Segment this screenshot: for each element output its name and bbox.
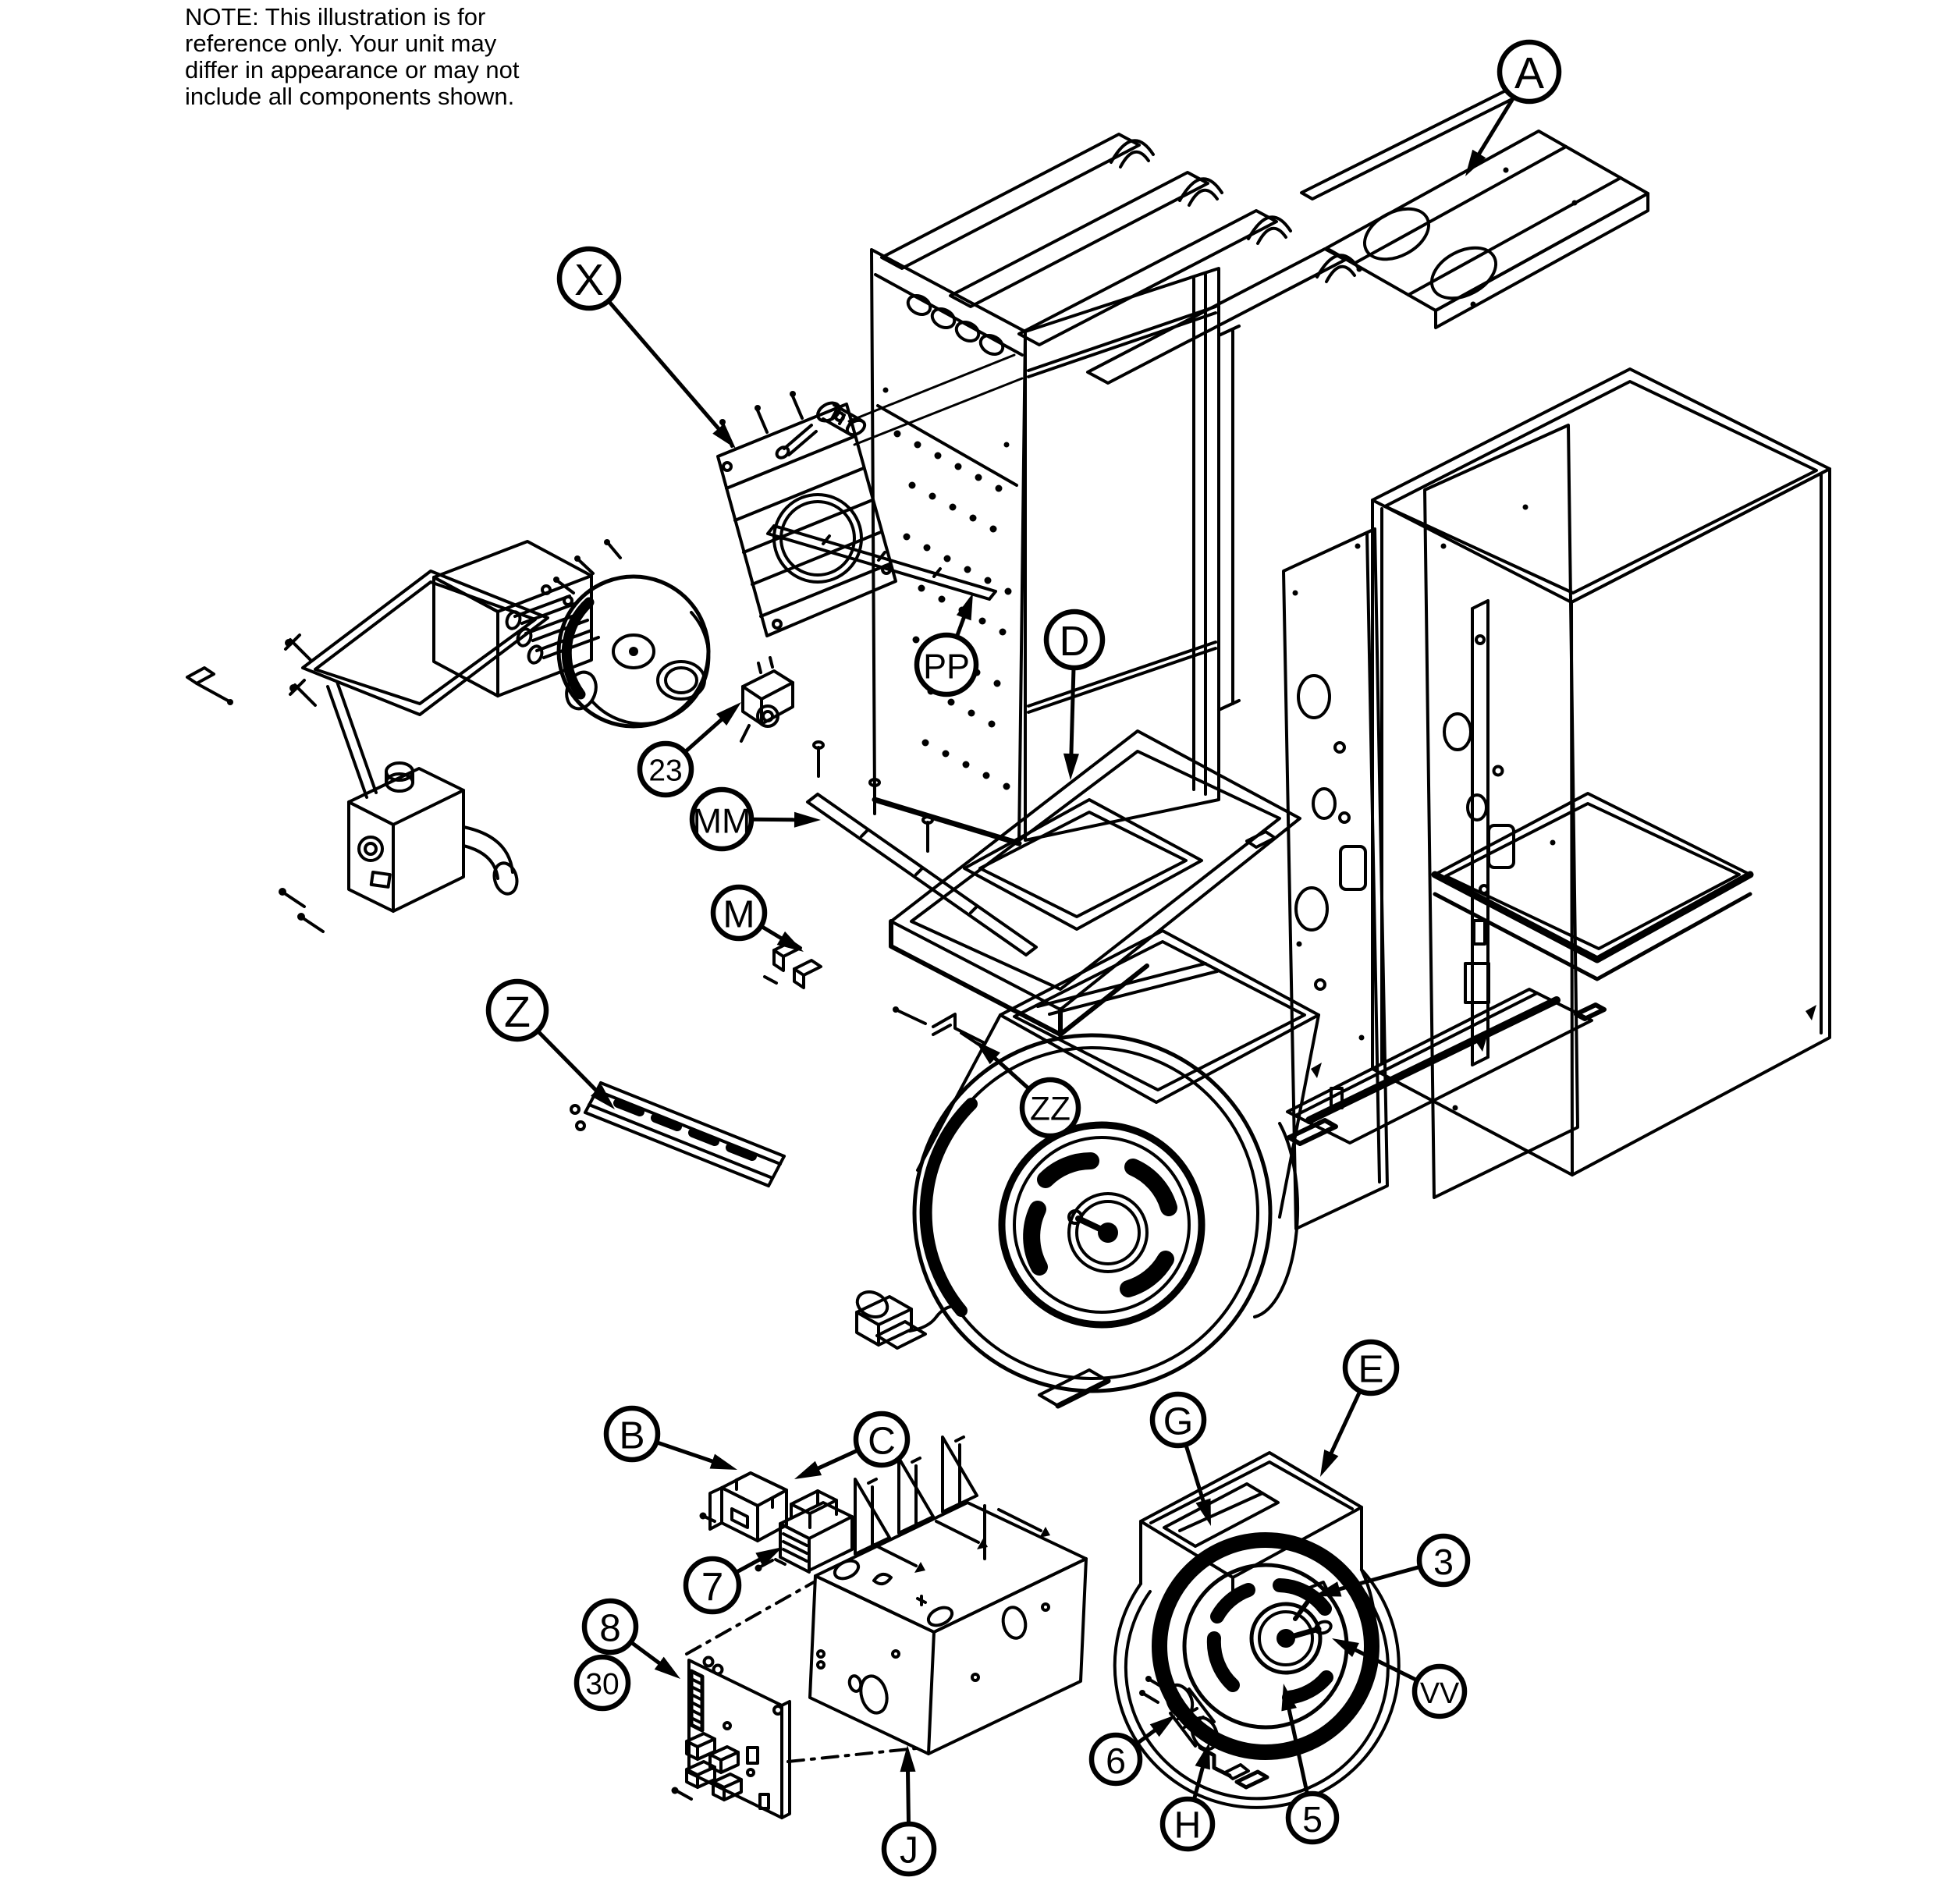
- blower-assembly-2: [1115, 1453, 1399, 1808]
- callout-leader: [1349, 1647, 1418, 1680]
- callout-leader: [685, 715, 727, 752]
- callout-30: [577, 1657, 628, 1709]
- callout-arrowhead: [710, 1454, 737, 1470]
- top-panel-part: [1301, 80, 1648, 328]
- callout-label: J: [900, 1829, 918, 1872]
- board-relays: [687, 1723, 769, 1808]
- note: [185, 3, 520, 110]
- heat-exchanger: [775, 134, 1359, 843]
- burner-assembly: [187, 541, 598, 932]
- control-box: [687, 1437, 1086, 1762]
- callout-label: H: [1174, 1805, 1202, 1847]
- callout-label: 3: [1433, 1542, 1454, 1582]
- callout-MM: [692, 790, 821, 849]
- callout-label: E: [1358, 1347, 1384, 1391]
- callout-B: [606, 1408, 737, 1470]
- callout-label: 30: [585, 1667, 620, 1702]
- callout-arrowhead: [957, 593, 973, 620]
- callout-layer: [488, 42, 1559, 1874]
- callout-label: B: [619, 1414, 645, 1457]
- callout-leader: [989, 1053, 1029, 1089]
- callout-H: [1163, 1742, 1213, 1849]
- callout-leader: [609, 301, 724, 435]
- callout-label: C: [868, 1419, 896, 1463]
- callout-E: [1320, 1342, 1397, 1477]
- callout-arrowhead: [1320, 1450, 1338, 1477]
- callout-label: ZZ: [1030, 1091, 1071, 1128]
- callout-label: D: [1059, 618, 1090, 665]
- note-line: differ in appearance or may not: [185, 56, 520, 83]
- callout-PP: [917, 593, 976, 694]
- callout-Z: [488, 981, 615, 1109]
- callout-label: VV: [1419, 1677, 1460, 1709]
- blower-deck: [814, 731, 1300, 1034]
- callout-X: [559, 249, 736, 449]
- note-line: reference only. Your unit may: [185, 30, 497, 57]
- pressure-switch: [741, 658, 793, 741]
- relay-box: [700, 1473, 787, 1541]
- callout-label: MM: [692, 800, 751, 841]
- callout-label: A: [1514, 48, 1545, 98]
- callout-7: [686, 1547, 783, 1612]
- callout-C: [794, 1414, 907, 1479]
- circuit-board: [672, 1658, 790, 1819]
- callout-label: 5: [1302, 1799, 1323, 1840]
- callout-leader: [656, 1443, 719, 1464]
- callout-label: PP: [923, 646, 970, 687]
- z-bracket: [893, 1006, 985, 1049]
- note-line: include all components shown.: [185, 83, 515, 110]
- callout-label: M: [723, 892, 755, 936]
- callout-A: [1465, 42, 1559, 176]
- callout-5: [1281, 1684, 1337, 1842]
- callout-label: 23: [648, 754, 683, 788]
- callout-label: G: [1163, 1400, 1194, 1443]
- note-line: NOTE: This illustration is for: [185, 3, 486, 30]
- callout-ZZ: [975, 1041, 1078, 1136]
- cabinet: [1284, 369, 1830, 1229]
- callout-M: [713, 887, 804, 952]
- callout-label: 7: [701, 1564, 724, 1609]
- callout-arrowhead: [777, 932, 804, 952]
- callout-arrowhead: [794, 812, 821, 828]
- callout-leader: [1071, 668, 1074, 761]
- callout-label: 6: [1106, 1741, 1126, 1781]
- callout-leader: [1328, 1391, 1360, 1460]
- main-blower: [854, 931, 1319, 1406]
- callout-label: Z: [504, 988, 531, 1036]
- callout-23: [640, 702, 741, 795]
- callout-label: 8: [599, 1606, 621, 1650]
- callout-arrowhead: [794, 1461, 822, 1479]
- callout-leader: [538, 1031, 602, 1096]
- callout-label: X: [573, 255, 605, 305]
- callout-leader: [907, 1764, 908, 1824]
- callout-J: [884, 1745, 934, 1874]
